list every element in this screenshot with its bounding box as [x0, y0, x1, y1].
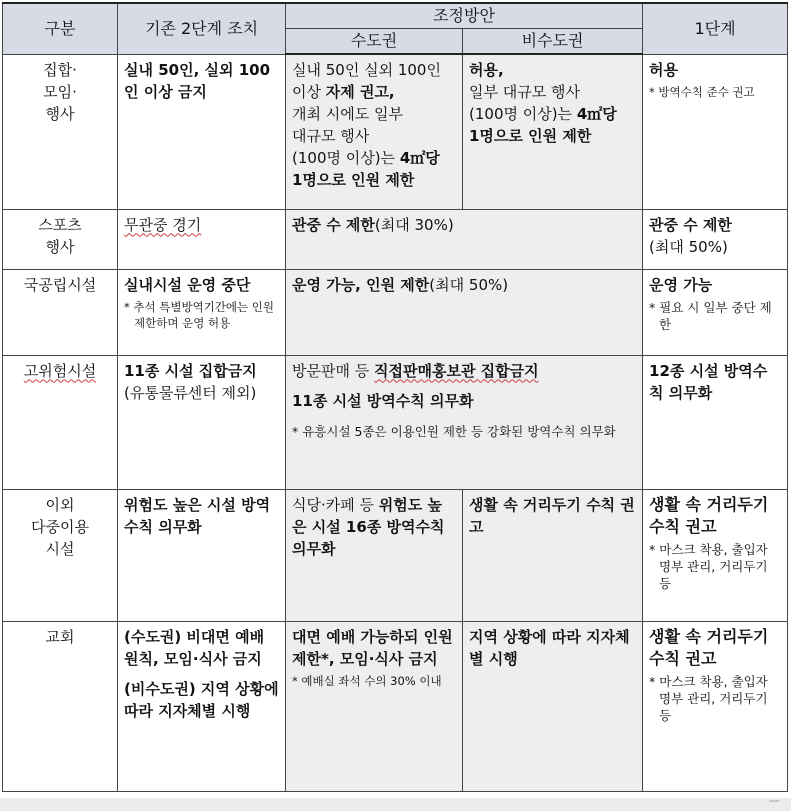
- category-line: 모임·: [43, 82, 77, 101]
- category-line: 다중이용: [31, 517, 89, 536]
- policy-table: [2, 2, 788, 792]
- text-line: 대면 예배 가능하되 인원 제한*, 모임·식사 금지: [292, 627, 453, 668]
- text-span: 고위험시설: [23, 361, 97, 380]
- category-line: 시설: [45, 539, 75, 558]
- text-line: 생활 속 거리두기 수칙 권고: [649, 626, 769, 668]
- existing-highrisk: [118, 355, 286, 489]
- text-line: 허용: [649, 60, 678, 79]
- stage1-national: [643, 269, 788, 355]
- category-line: 행사: [45, 237, 75, 256]
- category-line: 이외: [45, 495, 75, 514]
- capital-multiuse: [286, 489, 463, 621]
- header-capital: 수도권: [286, 29, 463, 55]
- text-bold: 4㎡당: [576, 105, 617, 123]
- stage1-church: [643, 621, 788, 791]
- category-gathering: [3, 54, 118, 209]
- note: * 예배실 좌석 수의 30% 이내: [292, 673, 442, 688]
- text-line: 실내시설 운영 중단: [124, 275, 251, 294]
- row-multiuse: [3, 489, 788, 621]
- text-line: 대규모 행사: [292, 127, 370, 145]
- text-line: 허용,: [469, 61, 504, 79]
- note: * 추석 특별방역기간에는 인원 제한하며 운영 허용: [124, 299, 275, 330]
- text-line: [469, 103, 636, 125]
- noncapital-gathering: [463, 54, 643, 209]
- row-highrisk: [3, 355, 788, 489]
- noncapital-church: 지역 상황에 따라 지자체별 시행: [463, 621, 643, 791]
- row-gathering: [3, 54, 788, 209]
- category-national: 국공립시설: [3, 269, 118, 355]
- text-line: 11종 시설 집합금지: [124, 361, 257, 380]
- text-bold: 4㎡당: [399, 149, 440, 167]
- text-line: [292, 147, 456, 169]
- bottom-strip: [0, 798, 791, 811]
- text-line: 생활 속 거리두기 수칙 권고: [649, 494, 769, 536]
- spacer: [292, 412, 636, 420]
- text-bold: 자제 권고,: [325, 83, 395, 101]
- category-line: 집합·: [43, 60, 77, 79]
- text-bold: 관중 수 제한: [292, 215, 375, 234]
- text-span: (최대 50%): [429, 275, 509, 294]
- header-stage1: 1단계: [643, 3, 788, 54]
- noncapital-multiuse: 생활 속 거리두기 수칙 권고: [463, 489, 643, 621]
- adjust-sports: [286, 209, 643, 269]
- header-row: [3, 3, 788, 29]
- text-span: 방문판매 등: [292, 361, 374, 380]
- text-span: 식당·카페 등: [292, 495, 379, 514]
- text-bold: 운영 가능, 인원 제한: [292, 275, 430, 294]
- category-line: 스포츠: [38, 215, 82, 234]
- text-span: 이상: [292, 83, 326, 101]
- stage1-multiuse: [643, 489, 788, 621]
- existing-gathering: 실내 50인, 실외 100인 이상 금지: [118, 54, 286, 209]
- text-span: (100명 이상)는: [469, 105, 577, 123]
- spacer: [292, 382, 636, 390]
- header-existing: 기존 2단계 조치: [118, 3, 286, 54]
- category-highrisk: [3, 355, 118, 489]
- text-line: (최대 50%): [649, 237, 728, 256]
- text-line: (수도권) 비대면 예배 원칙, 모임·식사 금지: [124, 627, 265, 668]
- text-line: 일부 대규모 행사: [469, 83, 580, 101]
- stage1-sports: [643, 209, 788, 269]
- text-line: (비수도권) 지역 상황에 따라 지자체별 시행: [124, 679, 279, 720]
- text-line: 관중 수 제한: [649, 215, 732, 234]
- note: * 방역수칙 준수 권고: [649, 84, 755, 99]
- adjust-national: [286, 269, 643, 355]
- text-span: 무관중 경기: [124, 215, 202, 234]
- adjust-highrisk: [286, 355, 643, 489]
- spacer: [124, 670, 279, 678]
- text-bold: 직접판매홍보관 집합금지: [374, 361, 539, 380]
- stage1-gathering: [643, 54, 788, 209]
- note: * 마스크 착용, 출입자 명부 관리, 거리두기 등: [649, 541, 768, 591]
- text-line: 11종 시설 방역수칙 의무화: [292, 391, 474, 410]
- text-line: (유통물류센터 제외): [124, 383, 257, 402]
- row-sports: [3, 209, 788, 269]
- note: * 유흥시설 5종은 이용인원 제한 등 강화된 방역수칙 의무화: [292, 423, 616, 439]
- capital-church: [286, 621, 463, 791]
- text-line: 개최 시에도 일부: [292, 105, 403, 123]
- category-multiuse: [3, 489, 118, 621]
- existing-national: [118, 269, 286, 355]
- text-span: (최대 30%): [374, 215, 454, 234]
- stage1-highrisk: 12종 시설 방역수칙 의무화: [643, 355, 788, 489]
- category-line: 행사: [45, 104, 75, 123]
- text-line: 1명으로 인원 제한: [292, 171, 415, 189]
- category-sports: [3, 209, 118, 269]
- existing-church: [118, 621, 286, 791]
- capital-gathering: [286, 54, 463, 209]
- row-church: [3, 621, 788, 791]
- text-bold: 위험도 높은 시설 16종 방역수칙 의무화: [292, 495, 445, 558]
- text-line: 실내 50인 실외 100인: [292, 61, 441, 79]
- text-line: 운영 가능: [649, 275, 713, 294]
- existing-multiuse: 위험도 높은 시설 방역수칙 의무화: [118, 489, 286, 621]
- text-line: [292, 81, 456, 103]
- category-church: 교회: [3, 621, 118, 791]
- text-span: (100명 이상)는: [292, 149, 400, 167]
- header-noncapital: 비수도권: [463, 29, 643, 55]
- row-national: [3, 269, 788, 355]
- note: * 필요 시 일부 중단 제한: [649, 299, 772, 332]
- header-adjust: 조정방안: [286, 3, 643, 29]
- note: * 마스크 착용, 출입자 명부 관리, 거리두기 등: [649, 673, 768, 723]
- existing-sports: [118, 209, 286, 269]
- text-line: [292, 360, 636, 382]
- header-category: 구분: [3, 3, 118, 54]
- text-line: 1명으로 인원 제한: [469, 127, 592, 145]
